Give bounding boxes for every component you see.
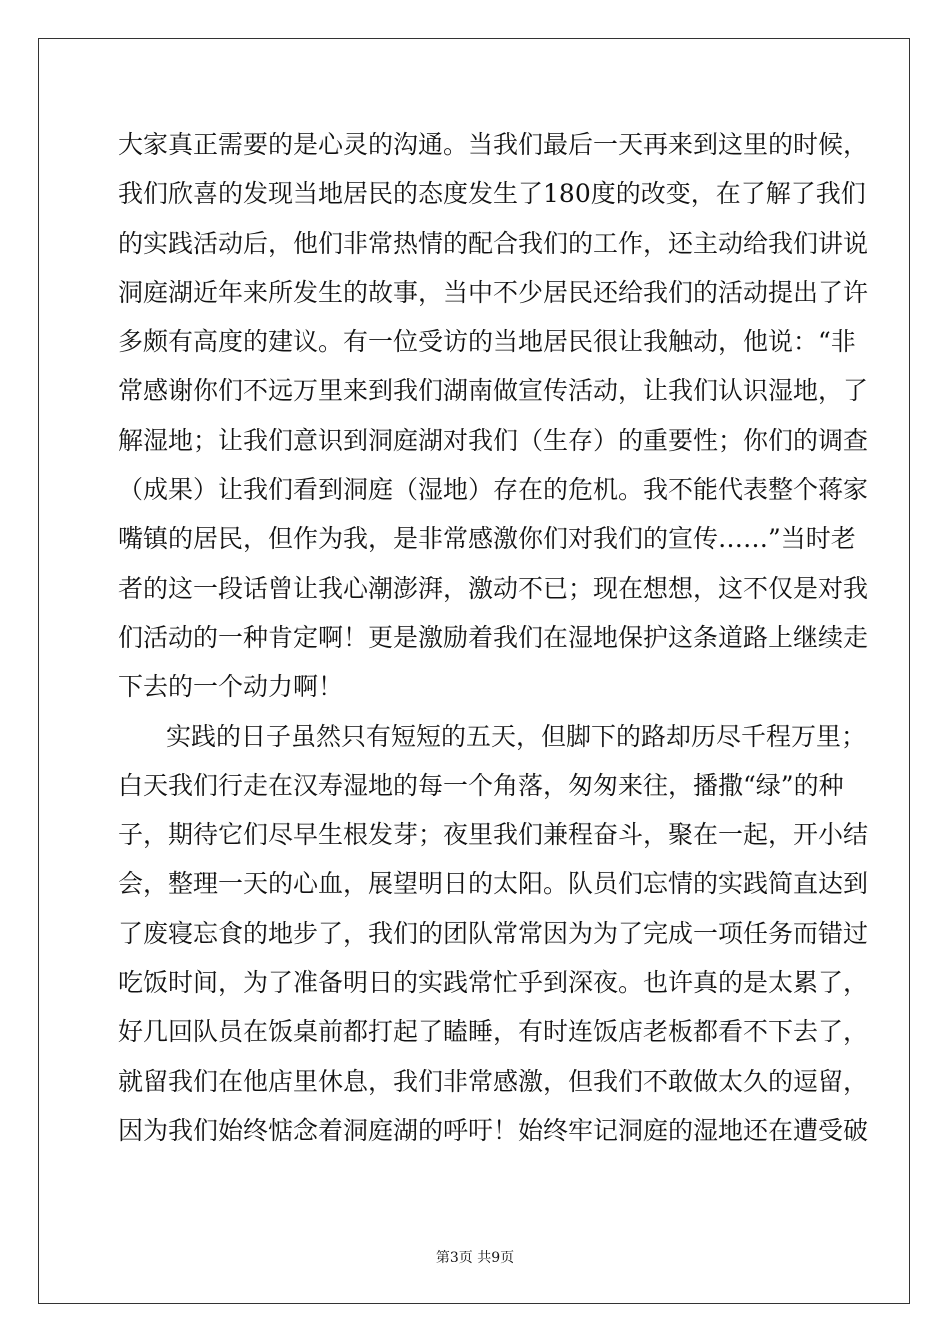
text-line: 实践的日子虽然只有短短的五天，但脚下的路却历尽千程万里； [166, 721, 867, 751]
text-line: 常感谢你们不远万里来到我们湖南做宣传活动，让我们认识湿地，了 [118, 376, 869, 406]
text-line: 会，整理一天的心血，展望明日的太阳。队员们忘情的实践简直达到 [118, 869, 869, 899]
text-line: 吃饭时间，为了准备明日的实践常忙乎到深夜。也许真的是太累了， [118, 968, 869, 998]
text-line: （成果）让我们看到洞庭（湿地）存在的危机。我不能代表整个蒋家 [118, 475, 869, 505]
text-line: 白天我们行走在汉寿湿地的每一个角落，匆匆来往，播撒“绿”的种 [118, 770, 844, 800]
text-line: 们活动的一种肯定啊！更是激励着我们在湿地保护这条道路上继续走 [118, 622, 869, 652]
text-line: 子，期待它们尽早生根发芽；夜里我们兼程奋斗，聚在一起，开小结 [118, 820, 869, 850]
text-line: 洞庭湖近年来所发生的故事，当中不少居民还给我们的活动提出了许 [118, 277, 869, 307]
text-line: 大家真正需要的是心灵的沟通。当我们最后一天再来到这里的时候， [118, 130, 869, 159]
text-line: 下去的一个动力啊！ [118, 672, 344, 702]
text-line: 因为我们始终惦念着洞庭湖的呼吁！始终牢记洞庭的湿地还在遭受破 [118, 1115, 869, 1145]
text-line: 就留我们在他店里休息，我们非常感激，但我们不敢做太久的逗留， [118, 1066, 869, 1096]
text-line: 嘴镇的居民，但作为我，是非常感激你们对我们的宣传……”当时老 [118, 524, 856, 554]
text-line: 多颇有高度的建议。有一位受访的当地居民很让我触动，他说：“非 [118, 327, 856, 357]
text-line: 解湿地；让我们意识到洞庭湖对我们（生存）的重要性；你们的调查 [118, 425, 869, 455]
text-line: 者的这一段话曾让我心潮澎湃，激动不已；现在想想，这不仅是对我 [118, 573, 869, 603]
text-line: 的实践活动后，他们非常热情的配合我们的工作，还主动给我们讲说 [118, 228, 869, 258]
document-body [118, 128, 869, 1163]
page-number: 第3页 共9页 [435, 1250, 515, 1266]
text-line: 了废寝忘食的地步了，我们的团队常常因为为了完成一项任务而错过 [118, 918, 869, 948]
text-line: 我们欣喜的发现当地居民的态度发生了180度的改变，在了解了我们 [118, 179, 866, 209]
text-line: 好几回队员在饭桌前都打起了瞌睡，有时连饭店老板都看不下去了， [118, 1017, 869, 1047]
